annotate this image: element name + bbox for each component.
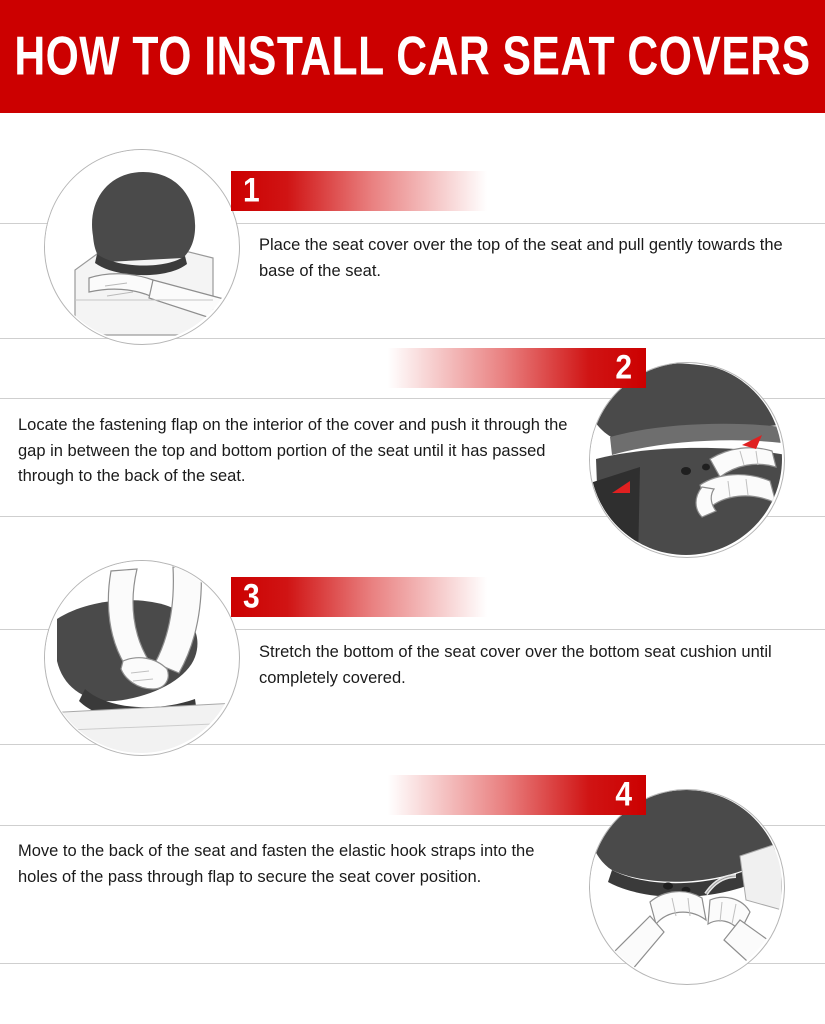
step-1-number-banner xyxy=(231,171,487,211)
step-3-illustration xyxy=(44,560,240,756)
step-2 xyxy=(0,336,825,546)
step-3-text: Stretch the bottom of the seat cover over the bottom seat cushion until completely covered. xyxy=(259,643,772,687)
stretch-cover-over-cushion-icon xyxy=(45,561,237,753)
step-3-number: 3 xyxy=(243,577,260,616)
step-2-number: 2 xyxy=(615,348,632,387)
step-2-illustration xyxy=(589,362,785,558)
step-4-illustration xyxy=(589,789,785,985)
step-1-illustration xyxy=(44,149,240,345)
fasten-elastic-hook-straps-icon xyxy=(590,790,782,982)
seat-cover-over-top-of-seat-icon xyxy=(45,150,237,342)
step-4-number-banner xyxy=(388,775,646,815)
steps-container xyxy=(0,113,825,1024)
step-4-text: Move to the back of the seat and fasten the elastic hook straps into the holes of the pass through flap to secure the seat cover position. xyxy=(18,842,535,886)
step-3-number-banner xyxy=(231,577,487,617)
page-title: HOW TO INSTALL CAR SEAT COVERS xyxy=(14,25,811,87)
step-2-number-banner xyxy=(388,348,646,388)
step-1-number: 1 xyxy=(243,171,260,210)
step-4 xyxy=(0,763,825,993)
step-3 xyxy=(0,550,825,760)
step-1 xyxy=(0,133,825,343)
page-header xyxy=(0,0,825,113)
step-2-text: Locate the fastening flap on the interior of the cover and push it through the gap in between the top and bottom portion of the seat until it has passed through to the back of the seat. xyxy=(18,416,568,486)
fastening-flap-push-icon xyxy=(590,363,782,555)
step-4-number: 4 xyxy=(615,775,632,814)
step-1-text: Place the seat cover over the top of the seat and pull gently towards the base of the seat. xyxy=(259,236,783,280)
